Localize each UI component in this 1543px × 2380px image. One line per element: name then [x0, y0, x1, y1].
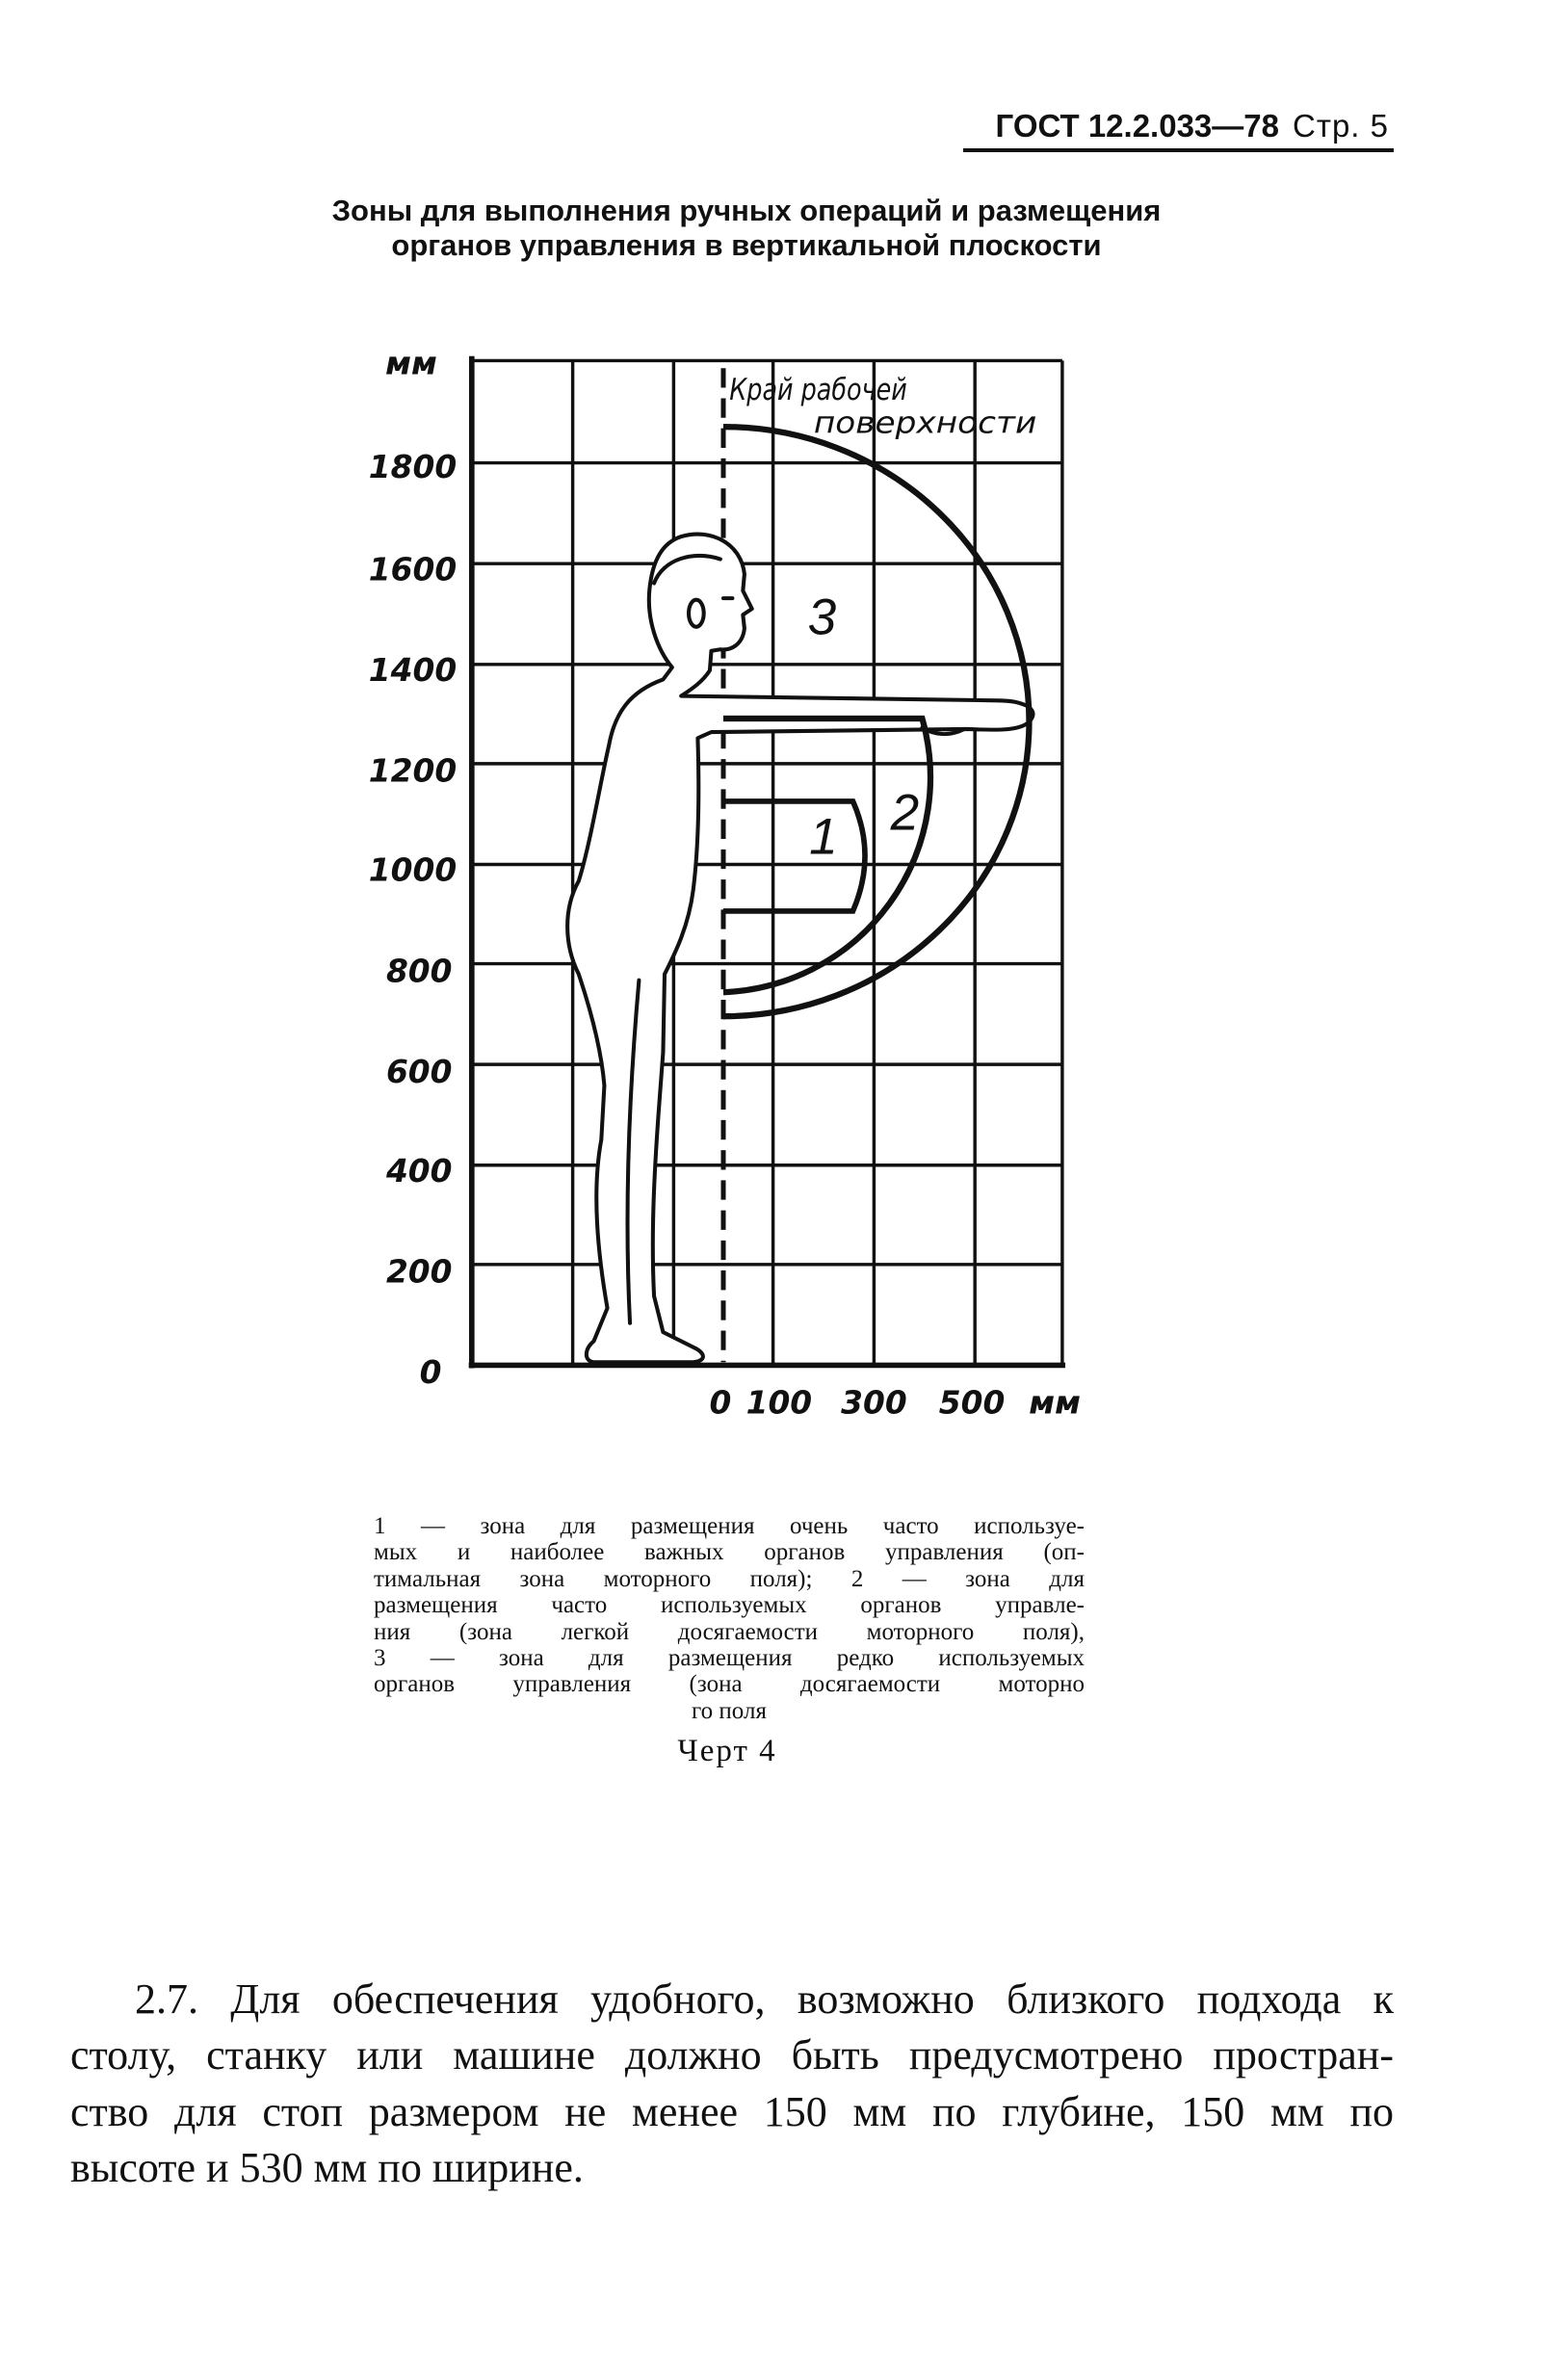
y-tick-label: 1800	[368, 449, 458, 486]
legend-line: тимальная зона моторного поля); 2 — зона для	[374, 1565, 1085, 1592]
y-axis-labels	[369, 345, 457, 1391]
x-tick-label: 300	[841, 1384, 907, 1422]
legend-line: мых и наиболее важных органов управления (оп-	[374, 1539, 1085, 1566]
standard-code: ГОСТ 12.2.033—78	[995, 108, 1279, 144]
paragraph-line: ство для стоп размером не менее 150 мм по глубине, 150 мм по	[70, 2087, 1394, 2135]
y-tick-label: 1400	[368, 652, 458, 689]
zone-3-label: 3	[807, 588, 837, 646]
page-number: Стр. 5	[1293, 108, 1389, 144]
zones-figure	[347, 338, 1100, 1428]
y-tick-label: 600	[385, 1053, 453, 1090]
y-tick-label: 800	[385, 953, 453, 990]
paragraph-line: высоте и 530 мм по ширине.	[70, 2143, 584, 2191]
human-figure	[567, 535, 1033, 1363]
figure-title	[270, 194, 1223, 263]
y-axis-unit: мм	[385, 345, 437, 382]
y-tick-label: 400	[385, 1152, 453, 1190]
y-tick-label: 1200	[368, 752, 458, 790]
running-header	[905, 108, 1389, 144]
y-tick-label: 200	[385, 1253, 453, 1291]
work-surface-edge-label-line-1: Край рабочей	[729, 373, 907, 408]
work-surface-edge-label-line-2: поверхности	[813, 405, 1037, 441]
grid	[469, 356, 1065, 1369]
figure-title-line-1: Зоны для выполнения ручных операций и размещения	[331, 194, 1162, 227]
zone-1-boundary	[723, 801, 865, 911]
x-tick-label: 0	[709, 1384, 732, 1422]
legend-line: органов управления (зона досягаемости моторно	[374, 1671, 1085, 1698]
legend-line: размещения часто используемых органов управле-	[374, 1592, 1085, 1619]
x-tick-label: 100	[745, 1384, 813, 1422]
figure-legend	[374, 1513, 1085, 1724]
legend-line: 3 — зона для размещения редко используемых	[374, 1645, 1085, 1672]
x-axis-labels	[709, 1384, 1080, 1421]
legend-line: ния (зона легкой досягаемости моторного поля),	[374, 1618, 1085, 1645]
zone-1-label: 1	[809, 808, 838, 866]
y-tick-label: 1000	[368, 851, 458, 889]
legend-line: 1 — зона для размещения очень часто используе-	[374, 1513, 1085, 1539]
x-axis-unit: мм	[1029, 1384, 1081, 1422]
y-tick-label: 0	[419, 1354, 442, 1392]
zone-2-label: 2	[890, 784, 920, 842]
paragraph-line: столу, станку или машине должно быть предусмотрено простран-	[70, 2031, 1394, 2079]
figure-title-line-2: органов управления в вертикальной плоскости	[391, 228, 1102, 262]
paragraph-2-7	[70, 1972, 1394, 2196]
paragraph-line: 2.7. Для обеспечения удобного, возможно близкого подхода к	[135, 1975, 1394, 2023]
x-tick-label: 500	[938, 1384, 1006, 1422]
human-figure-outline	[567, 535, 1033, 1363]
legend-line: го поля	[692, 1697, 767, 1724]
figure-caption: Черт 4	[677, 1734, 777, 1768]
header-rule	[963, 148, 1394, 152]
y-tick-label: 1600	[368, 551, 458, 588]
